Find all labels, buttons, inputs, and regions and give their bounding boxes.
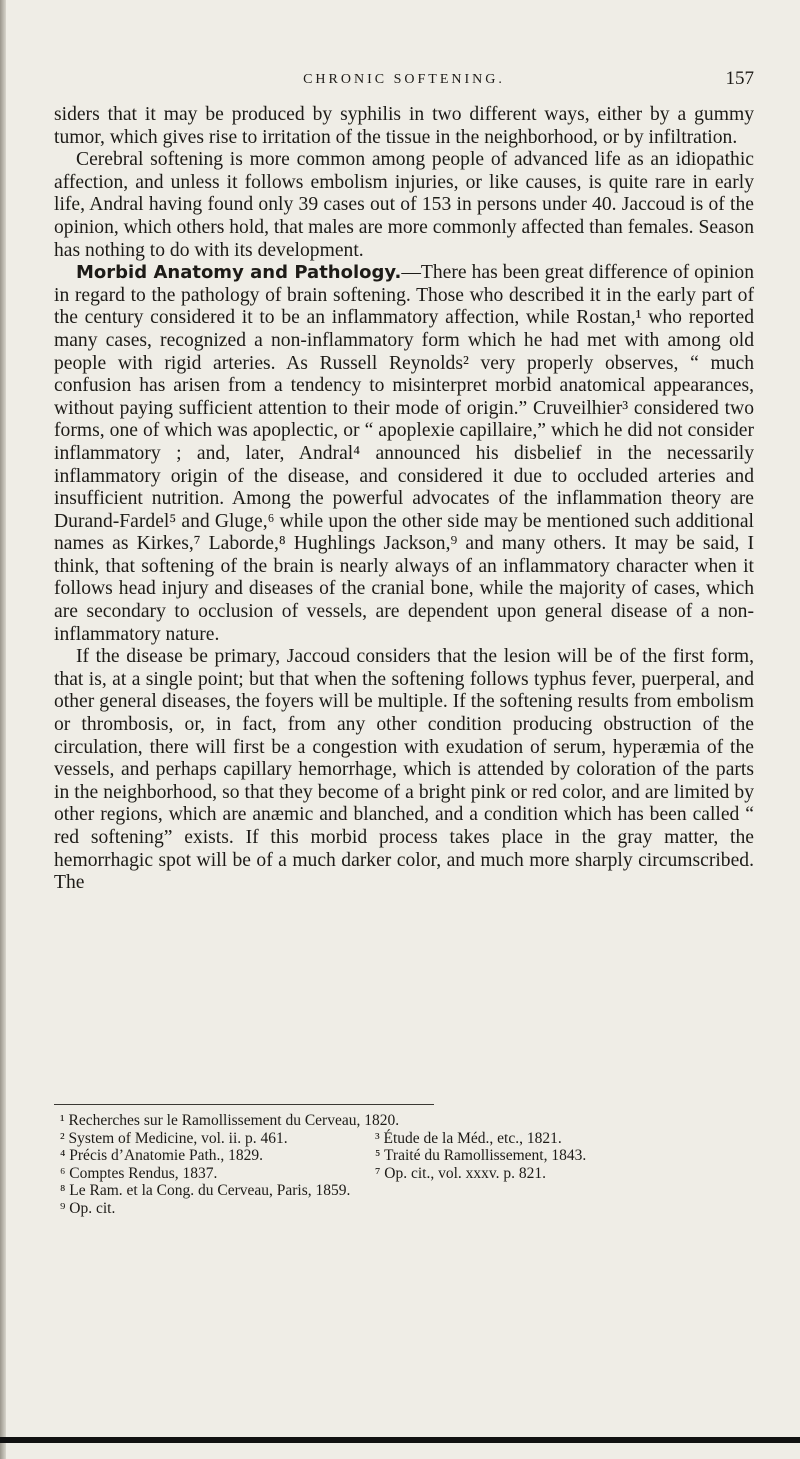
paragraph-1-text: siders that it may be produced by syphilis in two different ways, either by a gummy tumor, which gives rise to irritation of the tissue in the neighborhood, or by infiltration. <box>54 104 754 148</box>
page-bottom-edge <box>0 1437 800 1443</box>
paragraph-2-text: Cerebral softening is more common among people of advanced life as an idiopathic affection, and unless it follows embolism injuries, or like causes, is quite rare in early life, Andral having found only 39 cases out of 153 in persons under 40. Jaccoud is of the opinion, which others hold, that males are more commonly affected than females. Season has nothing to do with its development. <box>54 149 754 261</box>
page-edge-shadow <box>0 0 6 1459</box>
footnote-1: ¹ Recherches sur le Ramollissement du Cerveau, 1820. <box>60 1112 400 1129</box>
body-text <box>54 104 754 895</box>
paragraph-2 <box>54 149 754 262</box>
paragraph-4 <box>54 646 754 895</box>
footnote-7: ⁷ Op. cit., vol. xxxv. p. 821. <box>375 1164 547 1182</box>
footnote-row <box>60 1147 754 1165</box>
paragraph-3-text: —There has been great difference of opinion in regard to the pathology of brain softening. Those who described it in the early part of the century considered it to be an inflammatory affection, while Rostan,¹ who reported many cases, recognized a non-inflammatory form which he had met with among old people with rigid arteries. As Russell Reynolds² very properly observes, “ much confusion has arisen from a tendency to misinterpret morbid anatomical appearances, without paying sufficient attention to their mode of origin.” Cruveilhier³ considered two forms, one of which was apoplectic, or “ apoplexie capillaire,” which he did not consider inflammatory ; and, later, Andral⁴ announced his disbelief in the necessarily inflammatory origin of the disease, and considered it due to occluded arteries and insufficient nutrition. Among the powerful advocates of the inflammation theory are Durand-Fardel⁵ and Gluge,⁶ while upon the other side may be mentioned such additional names as Kirkes,⁷ Laborde,⁸ Hughlings Jackson,⁹ and many others. It may be said, I think, that softening of the brain is nearly always of an inflammatory character when it follows head injury and diseases of the cranial bone, while the majority of cases, which are secondary to occlusion of vessels, are dependent upon general disease of a non-inflammatory nature. <box>54 262 754 645</box>
page-header <box>54 68 754 98</box>
paragraph-3 <box>54 262 754 646</box>
footnote-rule <box>54 1104 434 1105</box>
footnote-9: ⁹ Op. cit. <box>60 1199 116 1217</box>
footnote-6: ⁶ Comptes Rendus, 1837. <box>60 1164 218 1182</box>
footnote-row <box>60 1165 754 1183</box>
paragraph-1 <box>54 104 754 149</box>
paragraph-4-text: If the disease be primary, Jaccoud considers that the lesion will be of the first form, that is, at a single point; but that when the softening follows typhus fever, puerperal, and other general diseases, the foyers will be multiple. If the softening results from embolism or thrombosis, or, in fact, from any other condition producing obstruction of the circulation, there will first be a congestion with exudation of serum, hyperæmia of the vessels, and perhaps capillary hemorrhage, which is attended by coloration of the parts in the neighborhood, so that they become of a bright pink or red color, and are limited by other regions, which are anæmic and blanched, and a condition which has been called “ red softening” exists. If this morbid process takes place in the gray matter, the hemorrhagic spot will be of a much darker color, and much more sharply circumscribed. The <box>54 646 754 894</box>
footnote-5: ⁵ Traité du Ramollissement, 1843. <box>375 1147 587 1165</box>
page-number: 157 <box>725 68 754 89</box>
footnote-4: ⁴ Précis d’Anatomie Path., 1829. <box>60 1147 263 1165</box>
running-head: CHRONIC SOFTENING. <box>303 72 505 87</box>
footnote-3: ³ Étude de la Méd., etc., 1821. <box>375 1129 562 1147</box>
footnote-row <box>60 1130 754 1148</box>
footnote-8: ⁸ Le Ram. et la Cong. du Cerveau, Paris, 1859. <box>60 1182 351 1200</box>
section-heading: Morbid Anatomy and Pathology. <box>76 262 402 284</box>
footnotes <box>60 1112 754 1218</box>
footnote-2: ² System of Medicine, vol. ii. p. 461. <box>60 1129 288 1147</box>
